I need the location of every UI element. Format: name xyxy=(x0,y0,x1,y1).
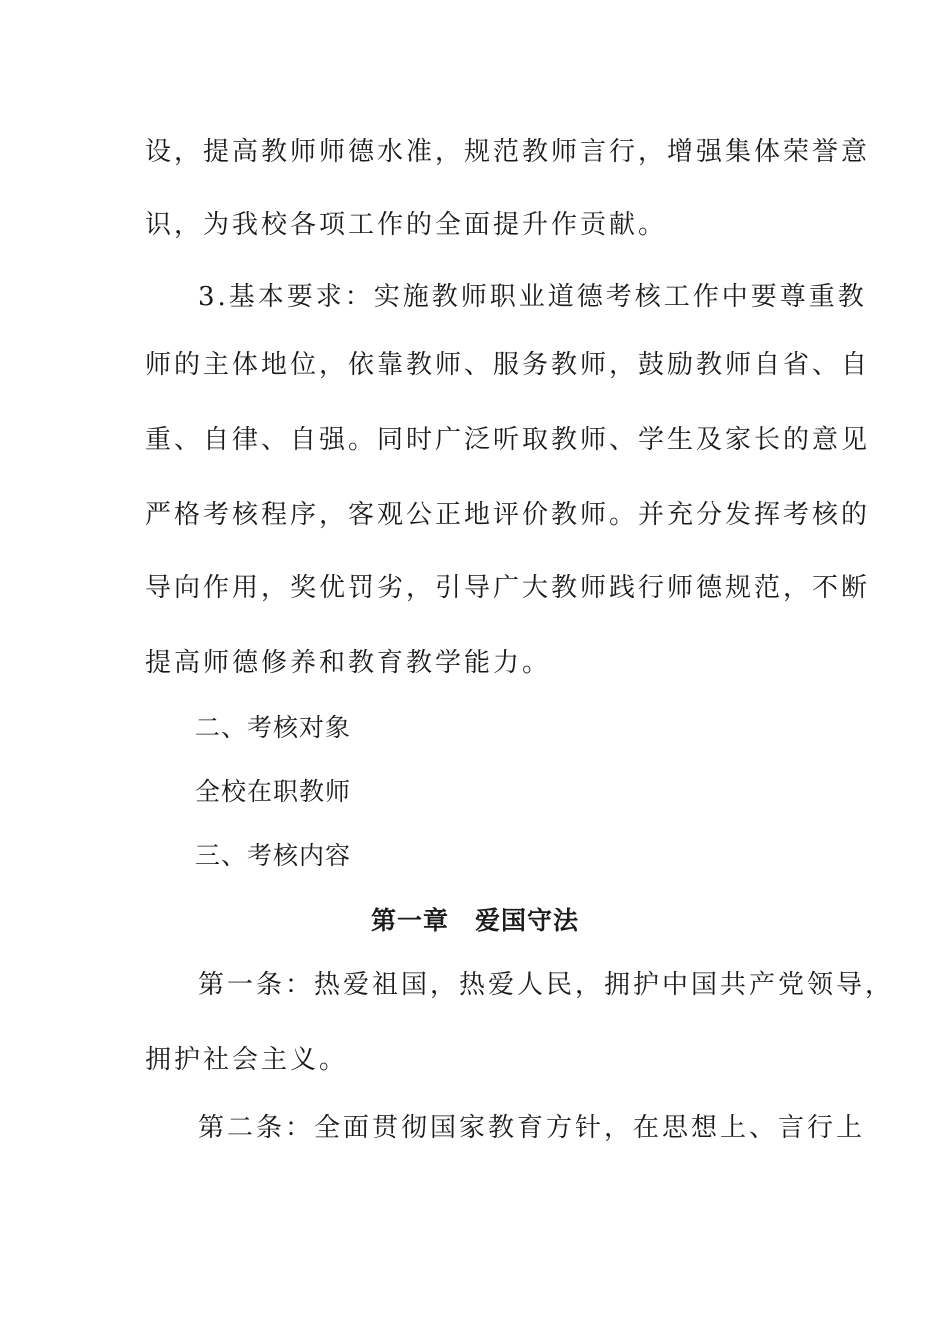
article-1-line-2: 拥护社会主义。 xyxy=(145,1045,349,1075)
paragraph-2-line-2: 师的主体地位，依靠教师、服务教师，鼓励教师自省、自 xyxy=(145,350,871,380)
chapter-title: 第一章 爱国守法 xyxy=(370,906,579,935)
article-1-line-1: 第一条：热爱祖国，热爱人民，拥护中国共产党领导， xyxy=(198,970,895,1000)
paragraph-1-line-1: 设，提高教师师德水准，规范教师言行，增强集体荣誉意 xyxy=(145,137,871,167)
section-2-heading: 二、考核对象 xyxy=(195,713,352,742)
paragraph-2-line-4: 严格考核程序，客观公正地评价教师。并充分发挥考核的 xyxy=(145,500,871,530)
paragraph-1-line-2: 识，为我校各项工作的全面提升作贡献。 xyxy=(145,210,668,240)
paragraph-2-line-3: 重、自律、自强。同时广泛听取教师、学生及家长的意见 xyxy=(145,425,871,455)
paragraph-2-line-6: 提高师德修养和教育教学能力。 xyxy=(145,648,552,678)
section-2-content: 全校在职教师 xyxy=(195,777,352,806)
paragraph-2-line-1: 3.基本要求：实施教师职业道德考核工作中要尊重教 xyxy=(198,282,867,312)
paragraph-2-line-5: 导向作用，奖优罚劣，引导广大教师践行师德规范，不断 xyxy=(145,573,871,603)
section-3-heading: 三、考核内容 xyxy=(195,841,352,870)
article-2-line-1: 第二条：全面贯彻国家教育方针，在思想上、言行上 xyxy=(198,1113,866,1143)
